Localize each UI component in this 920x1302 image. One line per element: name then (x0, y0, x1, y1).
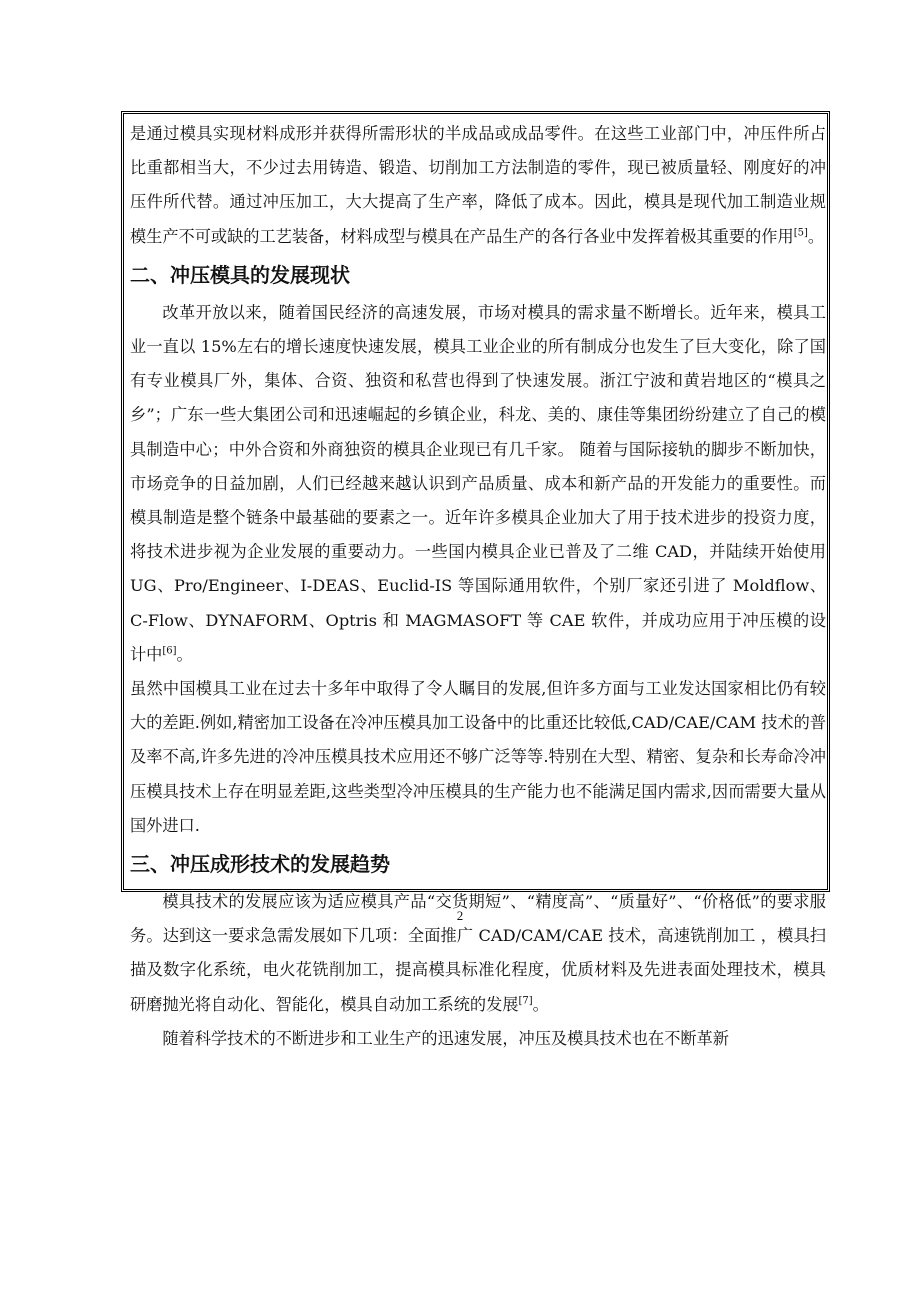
citation-6: [6] (162, 645, 177, 657)
paragraph-status-1-text: 改革开放以来，随着国民经济的高速发展，市场对模具的需求量不断增长。近年来，模具工业一直以 15%左右的增长速度快速发展，模具工业企业的所有制成分也发生了巨大变化，除了国有专业模具厂外，集体、合资、独资和私营也得到了快速发展。浙江宁波和黄岩地区的“模具之乡”；广东一些大集团公司和迅速崛起的乡镇企业，科龙、美的、康佳等集团纷纷建立了自己的模具制造中心；中外合资和外商独资的模具企业现已有几千家。 随着与国际接轨的脚步不断加快，市场竞争的日益加剧，人们已经越来越认识到产品质量、成本和新产品的开发能力的重要性。而模具制造是整个链条中最基础的要素之一。近年许多模具企业加大了用于技术进步的投资力度，将技术进步视为企业发展的重要动力。一些国内模具企业已普及了二维 CAD，并陆续开始使用 UG、Pro/Engineer、I-DEAS、Euclid-IS 等国际通用软件，个别厂家还引进了 Moldflow、C-Flow、DYNAFORM、Optris 和 MAGMASOFT 等 CAE 软件，并成功应用于冲压模的设计中 (130, 302, 826, 664)
paragraph-trend-2: 随着科学技术的不断进步和工业生产的迅速发展，冲压及模具技术也在不断革新 (162, 1028, 729, 1048)
paragraph-intro (130, 117, 826, 254)
citation-5: [5] (793, 227, 808, 239)
citation-7: [7] (518, 995, 533, 1007)
section-heading-2: 二、冲压模具的发展现状 (130, 262, 350, 287)
paragraph-trend-1-end: 。 (532, 994, 549, 1014)
paragraph-status-2: 虽然中国模具工业在过去十多年中取得了令人瞩目的发展,但许多方面与工业发达国家相比仍有较大的差距.例如,精密加工设备在冷冲压模具加工设备中的比重还比较低,CAD/CAE/CAM 技术的普及率不高,许多先进的冷冲压模具技术应用还不够广泛等等.特别在大型、精密、复杂和长寿命冷冲压模具技术上存在明显差距,这些类型冷冲压模具的生产能力也不能满足国内需求,因而需要大量从国外进口. (130, 679, 826, 835)
page-number: 2 (456, 908, 464, 923)
paragraph-trend-1 (130, 885, 826, 1022)
paragraph-trend-1-text: 模具技术的发展应该为适应模具产品“交货期短”、“精度高”、“质量好”、“价格低”的要求服务。达到这一要求急需发展如下几项：全面推广 CAD/CAM/CAE 技术，高速铣削加工 ，模具扫描及数字化系统，电火花铣削加工，提高模具标准化程度，优质材料及先进表面处理技术，模具研磨抛光将自动化、智能化，模具自动加工系统的发展 (130, 892, 826, 1014)
paragraph-status-1 (130, 296, 826, 672)
section-heading-3: 三、冲压成形技术的发展趋势 (130, 852, 390, 877)
paragraph-intro-end: 。 (807, 226, 825, 246)
paragraph-intro-text: 是通过模具实现材料成形并获得所需形状的半成品或成品零件。在这些工业部门中，冲压件所占比重都相当大，不少过去用铸造、锻造、切削加工方法制造的零件，现已被质量轻、刚度好的冲压件所代替。通过冲压加工，大大提高了生产率，降低了成本。因此，模具是现代加工制造业规模生产不可或缺的工艺装备，材料成型与模具在产品生产的各行各业中发挥着极其重要的作用 (130, 124, 826, 246)
paragraph-status-1-end: 。 (176, 644, 193, 664)
